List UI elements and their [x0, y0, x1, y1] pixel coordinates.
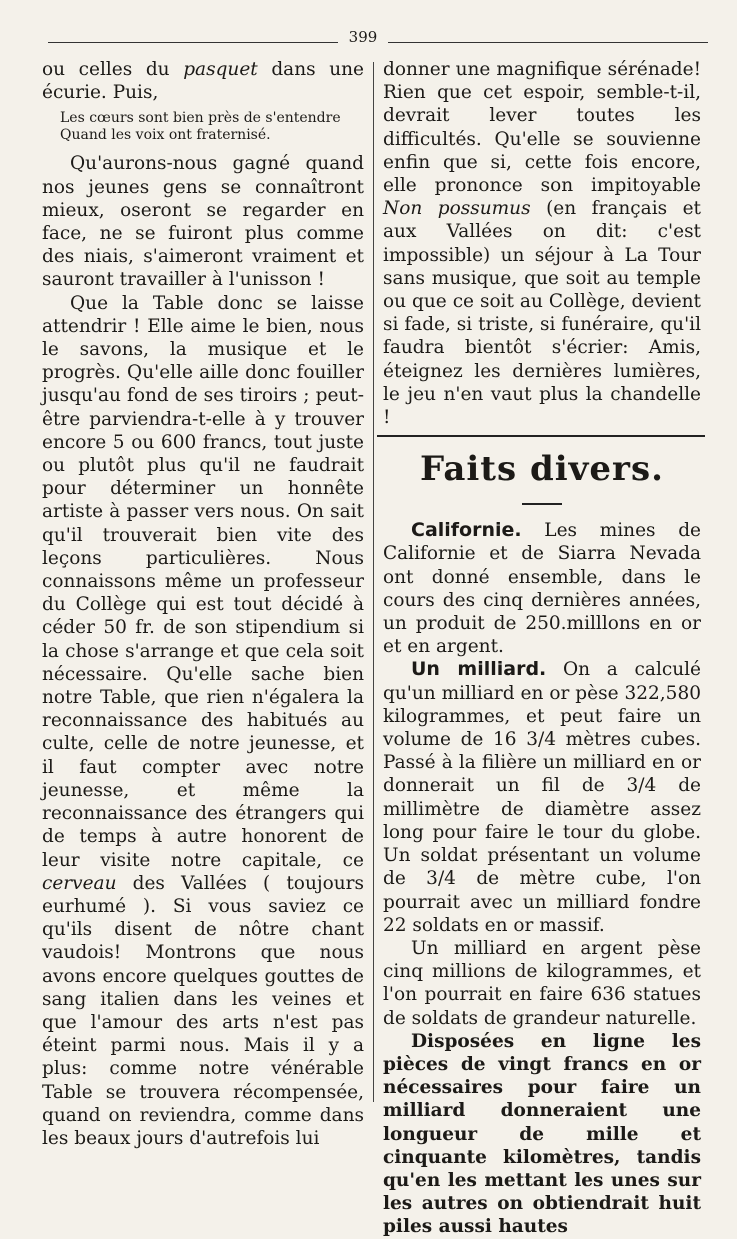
paragraph-gagne: Qu'aurons-nous gagné quand nos jeunes gens se connaîtront mieux, oseront se regarder en face, ne se fuiront plus comme des niais, s'aimeront vraiment et sauront travailler à l'unisson ! [42, 153, 364, 291]
item-milliard [383, 658, 701, 936]
verse-quote [60, 110, 364, 144]
section-rule [377, 435, 705, 437]
item-label: Californie. [411, 519, 522, 542]
heading-dash [522, 503, 562, 505]
italic-word: pasquet [183, 59, 258, 80]
text-run: On a calculé qu'un milliard en or pèse 322,580 kilogrammes, et peut faire un volume de 16 3/4 mètres cubes. Passé à la filière un milliard en or donnerait un fil de 3/4 de millimètre de diamètre assez long pour faire le tour du globe. Un soldat présentant un volume de 3/4 de mètre cube, l'on pourrait avec un milliard fondre 22 soldats en or massif. [383, 659, 702, 936]
text-run: donner une magnifique sérénade! Rien que cet espoir, semble-t-il, devrait lever toutes les difficultés. Qu'elle se souvienne enfin que si, cette fois encore, elle prononce son impitoyable [383, 59, 701, 197]
paragraph-continuation [42, 58, 364, 104]
header-rule-left [48, 42, 338, 43]
text-run: ou celles du [42, 59, 184, 80]
item-californie [383, 519, 701, 658]
column-divider [373, 62, 374, 1102]
right-column [383, 58, 701, 1239]
section-heading: Faits divers. [420, 449, 664, 490]
header-rule-right [388, 42, 708, 43]
text-run: (en français et aux Vallées on dit: c'est impossible) un séjour à La Tour sans musique, que soit au temple ou que ce soit au Collège, devient si fade, si triste, si funéraire, qu'il faudra bientôt s'écrier: Amis, éteignez les dernières lumières, le jeu n'en vaut plus la chandelle ! [383, 198, 701, 429]
page-number: 399 [348, 28, 378, 46]
paragraph-pieces: Disposées en ligne les pièces de vingt francs en or nécessaires pour faire un milliard donneraient une longueur de mille et cinquante kilomètres, tandis qu'en les mettant les unes sur les autres on obtiendrait huit piles aussi hautes [383, 1030, 701, 1238]
page-header [48, 28, 708, 48]
text-run: Que la Table donc se laisse attendrir ! Elle aime le bien, nous le savons, la musique et le progrès. Qu'elle aille donc fouiller jusqu'au fond de ses tiroirs ; peut-être parviendra-t-elle à y trouver encore 5 ou 600 francs, tout juste ou plutôt plus qu'il ne faudrait pour déterminer un honnête artiste à passer vers nous. On sait qu'il trouverait bien vite des leçons particulières. Nous connaissons même un professeur du Collège qui est tout décidé à céder 50 fr. de son stipendium si la chose s'arrange et que cela soit nécessaire. Qu'elle sache bien notre Table, que rien n'égalera la reconnaissance des habitués au culte, celle de notre jeunesse, et il faut compter avec notre jeunesse, et même la reconnaissance des étrangers qui de temps à autre honorent de leur visite notre capitale, ce [42, 292, 364, 871]
quote-line-2: Quand les voix ont fraternisé. [60, 127, 271, 144]
text-run: dans une écurie. Puis, [42, 59, 364, 104]
item-label: Un milliard. [411, 658, 547, 681]
paragraph-serenade [383, 58, 701, 429]
italic-phrase: Non possumus [383, 198, 531, 220]
text-run: des Vallées ( toujours eurhumé ). Si vous saviez ce qu'ils disent de nôtre chant vaudois! Montrons que nous avons encore quelques gouttes de sang italien dans les veines et que l'amour des arts n'est pas éteint parmi nous. Mais il y a plus: comme notre vénérable Table se trouvera récompensée, quand on reviendra, comme dans les beaux jours d'autrefois lui [42, 872, 364, 1149]
paragraph-argent: Un milliard en argent pèse cinq millions de kilogrammes, et l'on pourrait en faire 636 statues de soldats de grandeur naturelle. [383, 937, 701, 1029]
text-run: Les mines de Californie et de Siarra Nevada ont donné ensemble, dans le cours des cinq dernières années, un produit de 250.milllons en or et en argent. [383, 520, 701, 658]
quote-line-1: Les cœurs sont bien près de s'entendre [60, 110, 341, 127]
left-column [42, 58, 364, 1150]
italic-word: cerveau [42, 872, 117, 894]
paragraph-table [42, 292, 364, 1151]
